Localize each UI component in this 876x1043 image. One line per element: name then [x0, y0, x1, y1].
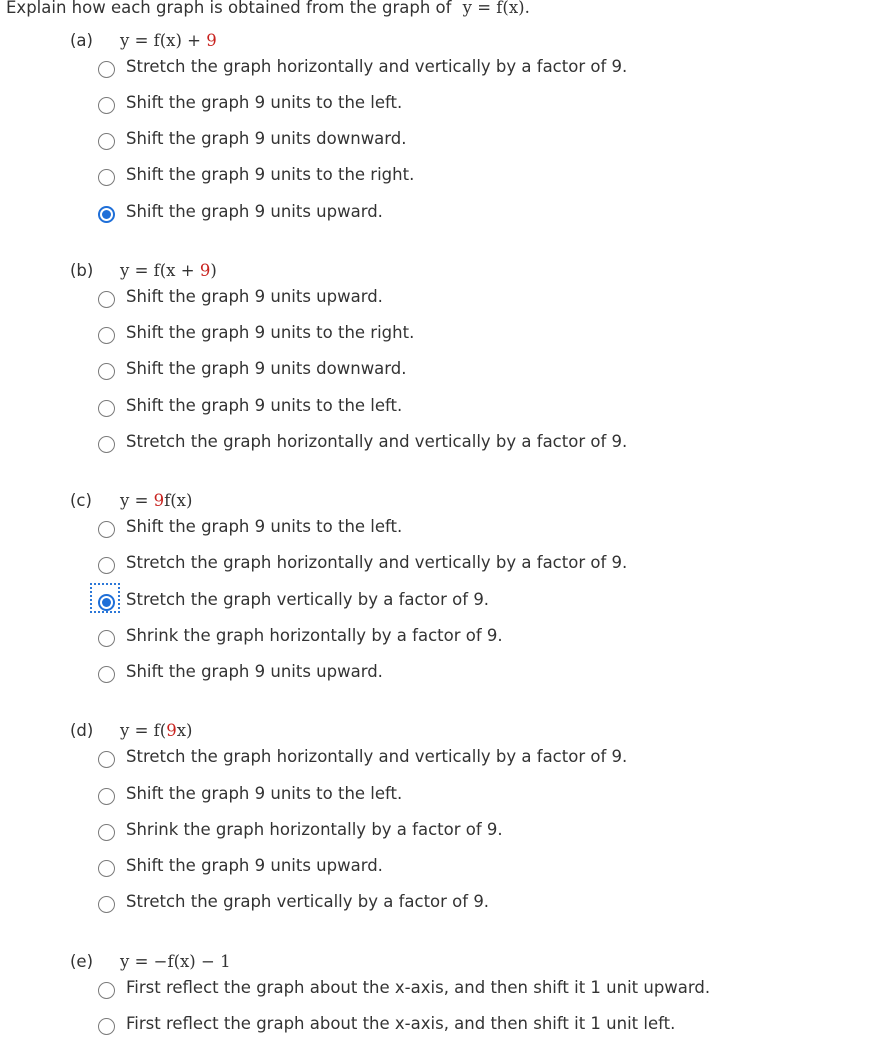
radio-option[interactable] [90, 322, 790, 352]
radio-button-icon[interactable] [98, 982, 115, 999]
radio-button-icon[interactable] [98, 557, 115, 574]
radio-button-icon[interactable] [98, 896, 115, 913]
option-label: Shrink the graph horizontally by a factor of 9. [126, 820, 503, 839]
radio-button-icon[interactable] [98, 169, 115, 186]
radio-button-icon[interactable] [98, 61, 115, 78]
radio-option[interactable] [90, 395, 790, 425]
part-a-header [70, 31, 217, 53]
option-label: Stretch the graph vertically by a factor of 9. [126, 590, 490, 609]
part-equation: y = −f(x) − 1 [120, 952, 231, 971]
radio-button-icon[interactable] [98, 594, 115, 611]
option-label: Stretch the graph horizontally and vertically by a factor of 9. [126, 57, 628, 76]
option-label: Shift the graph 9 units to the left. [126, 93, 403, 112]
radio-option[interactable] [90, 286, 790, 316]
option-label: Stretch the graph horizontally and vertically by a factor of 9. [126, 553, 628, 572]
option-label: Shift the graph 9 units upward. [126, 856, 383, 875]
radio-option[interactable] [90, 977, 790, 1007]
part-equation: y = f(x) + 9 [120, 31, 217, 50]
radio-button-icon[interactable] [98, 666, 115, 683]
option-label: First reflect the graph about the x-axis, and then shift it 1 unit upward. [126, 978, 711, 997]
radio-option[interactable] [90, 783, 790, 813]
radio-button-icon[interactable] [98, 133, 115, 150]
radio-button-icon[interactable] [98, 630, 115, 647]
radio-option[interactable] [90, 56, 790, 86]
option-label: Shift the graph 9 units upward. [126, 202, 383, 221]
radio-button-icon[interactable] [98, 1018, 115, 1035]
part-equation: y = f(x + 9) [120, 261, 217, 280]
radio-option[interactable] [90, 891, 790, 921]
radio-button-icon[interactable] [98, 824, 115, 841]
radio-option[interactable] [90, 1013, 790, 1043]
radio-option[interactable] [90, 855, 790, 885]
radio-button-icon[interactable] [98, 97, 115, 114]
part-letter: (d) [70, 721, 94, 740]
radio-option[interactable] [90, 201, 790, 231]
prompt-equation: y = f(x). [462, 0, 530, 17]
part-d-header [70, 721, 192, 743]
option-label: Shift the graph 9 units downward. [126, 359, 407, 378]
part-e-header [70, 952, 231, 974]
radio-button-icon[interactable] [98, 436, 115, 453]
option-label: Shift the graph 9 units to the left. [126, 396, 403, 415]
option-label: Stretch the graph horizontally and vertically by a factor of 9. [126, 432, 628, 451]
part-letter: (c) [70, 491, 92, 510]
part-c-header [70, 491, 192, 513]
prompt-text: Explain how each graph is obtained from the graph of [6, 0, 452, 17]
radio-button-icon[interactable] [98, 521, 115, 538]
part-b-header [70, 261, 217, 283]
radio-option[interactable] [90, 92, 790, 122]
part-letter: (a) [70, 31, 93, 50]
option-label: Shrink the graph horizontally by a factor of 9. [126, 626, 503, 645]
radio-button-icon[interactable] [98, 400, 115, 417]
radio-option[interactable] [90, 819, 790, 849]
option-label: Shift the graph 9 units upward. [126, 287, 383, 306]
option-label: Shift the graph 9 units downward. [126, 129, 407, 148]
radio-option[interactable] [90, 431, 790, 461]
part-letter: (e) [70, 952, 94, 971]
option-label: Stretch the graph horizontally and vertically by a factor of 9. [126, 747, 628, 766]
radio-button-icon[interactable] [98, 206, 115, 223]
radio-button-icon[interactable] [98, 327, 115, 344]
option-label: Shift the graph 9 units to the left. [126, 784, 403, 803]
radio-option[interactable] [90, 589, 790, 619]
option-label: Shift the graph 9 units to the right. [126, 165, 415, 184]
radio-option[interactable] [90, 164, 790, 194]
radio-option[interactable] [90, 746, 790, 776]
part-equation: y = 9f(x) [120, 491, 193, 510]
option-label: Shift the graph 9 units upward. [126, 662, 383, 681]
option-label: First reflect the graph about the x-axis, and then shift it 1 unit left. [126, 1014, 676, 1033]
question-prompt [6, 0, 530, 17]
radio-button-icon[interactable] [98, 751, 115, 768]
radio-button-icon[interactable] [98, 363, 115, 380]
option-label: Shift the graph 9 units to the left. [126, 517, 403, 536]
radio-option[interactable] [90, 358, 790, 388]
radio-option[interactable] [90, 661, 790, 691]
part-letter: (b) [70, 261, 94, 280]
radio-button-icon[interactable] [98, 788, 115, 805]
option-label: Stretch the graph vertically by a factor of 9. [126, 892, 490, 911]
radio-button-icon[interactable] [98, 291, 115, 308]
radio-option[interactable] [90, 516, 790, 546]
option-label: Shift the graph 9 units to the right. [126, 323, 415, 342]
radio-button-icon[interactable] [98, 860, 115, 877]
radio-option[interactable] [90, 552, 790, 582]
radio-option[interactable] [90, 128, 790, 158]
radio-option[interactable] [90, 625, 790, 655]
part-equation: y = f(9x) [120, 721, 193, 740]
